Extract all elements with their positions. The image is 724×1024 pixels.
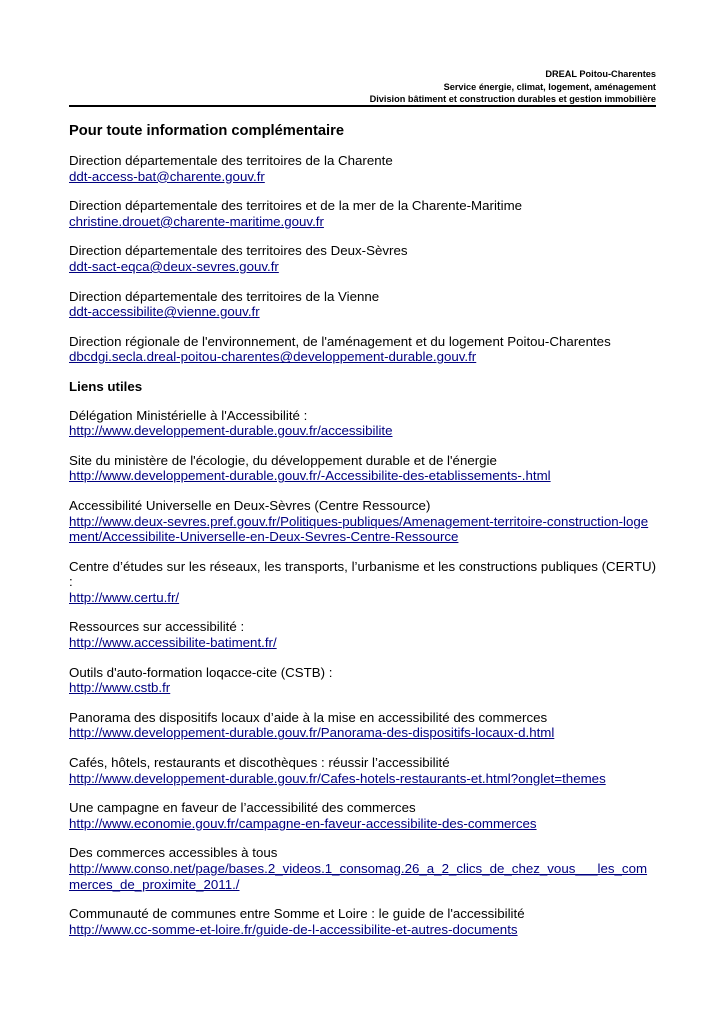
contact-email-link[interactable]: dbcdgi.secla.dreal-poitou-charentes@developpement-durable.gouv.fr (69, 349, 477, 365)
page-header (69, 68, 656, 106)
link-url[interactable]: http://www.certu.fr/ (69, 589, 180, 605)
header-rule (69, 105, 656, 107)
link-item (69, 498, 656, 545)
contact-label: Direction départementale des territoires des Deux-Sèvres (69, 243, 408, 259)
link-item (69, 619, 656, 650)
contact-email-link[interactable]: ddt-access-bat@charente.gouv.fr (69, 168, 265, 184)
link-url[interactable]: http://www.accessibilite-batiment.fr/ (69, 635, 277, 651)
header-org: DREAL Poitou-Charentes (545, 69, 656, 79)
contact-label: Direction départementale des territoires de la Vienne (69, 288, 380, 304)
link-url[interactable]: http://www.developpement-durable.gouv.fr/accessibilite (69, 423, 393, 439)
link-url[interactable]: http://www.conso.net/page/bases.2_videos.1_consomag.26_a_2_clics_de_chez_vous___les_commerces_de_proximite_2011./ (69, 861, 648, 892)
link-url[interactable]: http://www.deux-sevres.pref.gouv.fr/Politiques-publiques/Amenagement-territoire-construction-logement/Accessibilite-Universelle-en-Deux-Sevres-Centre-Ressource (69, 513, 649, 545)
link-label: Site du ministère de l'écologie, du développement durable et de l'énergie (69, 452, 497, 468)
contact-email-link[interactable]: ddt-accessibilite@vienne.gouv.fr (69, 304, 260, 320)
contact-charente (69, 153, 656, 184)
contact-dreal (69, 334, 656, 365)
contact-label: Direction départementale des territoires et de la mer de la Charente-Maritime (69, 198, 523, 214)
link-label: Communauté de communes entre Somme et Loire : le guide de l'accessibilité (69, 906, 525, 922)
contact-charente-maritime (69, 198, 656, 229)
link-item (69, 906, 656, 937)
link-label: Délégation Ministérielle à l'Accessibilité : (69, 407, 308, 423)
link-url[interactable]: http://www.economie.gouv.fr/campagne-en-faveur-accessibilite-des-commerces (69, 815, 537, 831)
link-item (69, 800, 656, 831)
link-label: Une campagne en faveur de l’accessibilité des commerces (69, 800, 416, 816)
link-item (69, 755, 656, 786)
link-url[interactable]: http://www.developpement-durable.gouv.fr/Cafes-hotels-restaurants-et.html?onglet=themes (69, 770, 606, 786)
link-label: Panorama des dispositifs locaux d’aide à la mise en accessibilité des commerces (69, 709, 548, 725)
link-item (69, 408, 656, 439)
link-item (69, 665, 656, 696)
link-item (69, 710, 656, 741)
info-title: Pour toute information complémentaire (69, 123, 345, 139)
link-label: Centre d’études sur les réseaux, les transports, l’urbanisme et les constructions publiques (CERTU) : (69, 558, 656, 590)
contact-label: Direction départementale des territoires de la Charente (69, 153, 393, 168)
document-body (69, 122, 656, 951)
link-label: Cafés, hôtels, restaurants et discothèques : réussir l’accessibilité (69, 755, 450, 771)
link-item (69, 845, 656, 892)
contact-email-link[interactable]: christine.drouet@charente-maritime.gouv.fr (69, 213, 324, 229)
link-url[interactable]: http://www.cstb.fr (69, 680, 171, 696)
contact-email-link[interactable]: ddt-sact-eqca@deux-sevres.gouv.fr (69, 258, 279, 274)
link-item (69, 453, 656, 484)
contact-label: Direction régionale de l'environnement, de l'aménagement et du logement Poitou-Charentes (69, 333, 611, 349)
link-label: Outils d'auto-formation loqacce-cite (CSTB) : (69, 664, 333, 680)
link-label: Ressources sur accessibilité : (69, 619, 245, 635)
header-service: Service énergie, climat, logement, aménagement (443, 81, 656, 92)
link-url[interactable]: http://www.developpement-durable.gouv.fr/Panorama-des-dispositifs-locaux-d.html (69, 725, 555, 741)
contact-vienne (69, 289, 656, 320)
header-division: Division bâtiment et construction durables et gestion immobilière (369, 94, 656, 104)
links-title: Liens utiles (69, 378, 143, 394)
link-url[interactable]: http://www.developpement-durable.gouv.fr/-Accessibilite-des-etablissements-.html (69, 468, 551, 484)
link-label: Des commerces accessibles à tous (69, 845, 278, 861)
link-item (69, 559, 656, 606)
contact-deux-sevres (69, 243, 656, 274)
link-url[interactable]: http://www.cc-somme-et-loire.fr/guide-de-l-accessibilite-et-autres-documents (69, 921, 518, 937)
link-label: Accessibilité Universelle en Deux-Sèvres (Centre Ressource) (69, 497, 431, 513)
